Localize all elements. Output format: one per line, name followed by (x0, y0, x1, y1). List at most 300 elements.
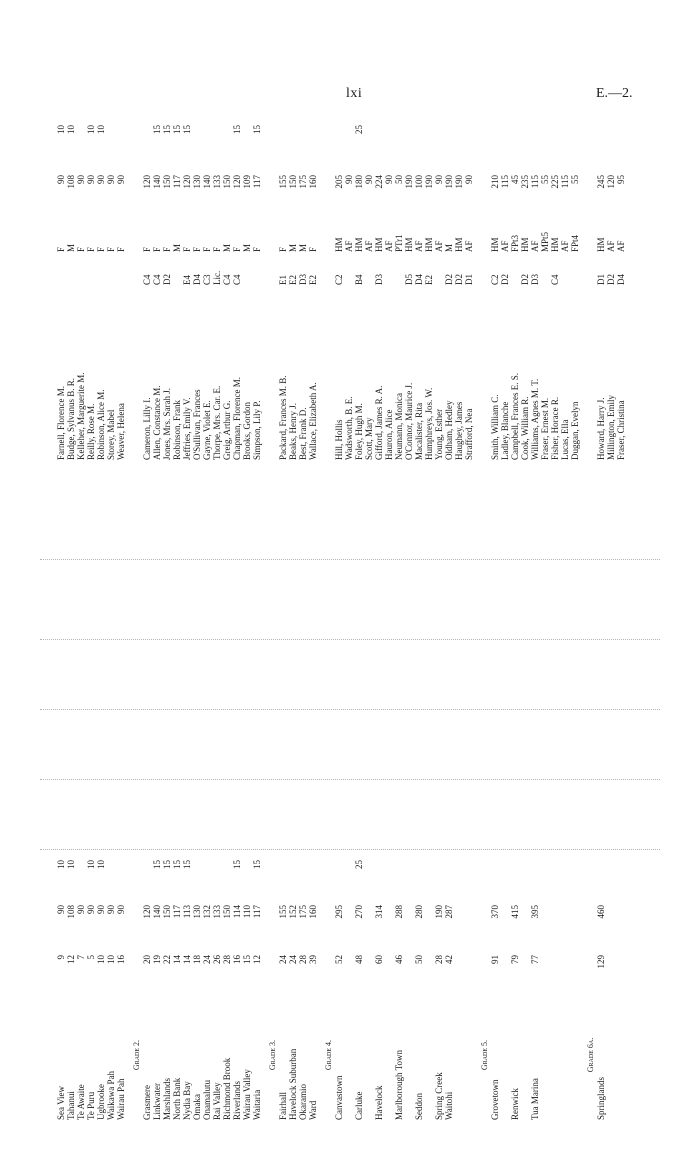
school-name: Nydia Bay (182, 1081, 192, 1120)
staff-position: HM (404, 237, 414, 252)
attendance-value: 52 (334, 955, 344, 964)
school-allowance-value (560, 860, 570, 895)
staff-name: Williams, Agnes M. T. (530, 378, 540, 460)
attendance-value: 39 (308, 955, 318, 964)
staff-position: F (116, 246, 126, 252)
school-salary-value (364, 905, 374, 945)
school-salary-value: 190 (434, 905, 444, 919)
grade-spacer (132, 290, 142, 460)
school-name: Canvastown (334, 1075, 344, 1120)
staff-lodging-value (384, 125, 394, 170)
staff-classification: Lic. (212, 270, 222, 285)
school-salary-value (454, 905, 464, 945)
staff-classification: C4 (550, 274, 560, 285)
staff-position: HM (334, 237, 344, 252)
staff-lodging-value (606, 125, 616, 170)
attendance-value (540, 955, 550, 985)
staff-salary-value: 210 (490, 175, 500, 189)
school-allowance-value (334, 860, 344, 895)
staff-lodging-value (464, 125, 474, 170)
staff-name: Lucas, Ella (560, 419, 570, 460)
school-salary-value (404, 905, 414, 945)
staff-salary-value: 115 (500, 175, 510, 189)
series-code: E.—2. (596, 86, 633, 101)
staff-classification (172, 255, 182, 285)
attendance-value: 50 (414, 955, 424, 964)
school-salary-value (384, 905, 394, 945)
attendance-value (344, 955, 354, 985)
staff-classification: D3 (298, 274, 308, 285)
attendance-value: 46 (394, 955, 404, 964)
grade-spacer (132, 860, 142, 895)
school-name: Rai Valley (212, 1082, 222, 1120)
school-salary-value: 314 (374, 905, 384, 919)
staff-position: HM (550, 237, 560, 252)
staff-classification: E4 (182, 275, 192, 285)
grade-spacer (132, 125, 142, 170)
staff-lodging-value (298, 125, 308, 170)
school-allowance-value: 15 (232, 860, 242, 869)
column-divider (40, 559, 660, 560)
staff-classification (116, 255, 126, 285)
grade-spacer (46, 255, 56, 285)
staff-lodging-value (334, 125, 344, 170)
school-salary-value (606, 905, 616, 945)
staff-lodging-value (116, 125, 126, 170)
school-salary-value (616, 905, 626, 945)
school-allowance-value (192, 860, 202, 895)
staff-lodging-value (530, 125, 540, 170)
staff-classification: C4 (232, 274, 242, 285)
staff-salary-value: 150 (162, 175, 172, 189)
school-name: Spring Creek (434, 1072, 444, 1120)
staff-lodging-value: 15 (182, 125, 192, 134)
school-name: Marlborough Town (394, 1050, 404, 1120)
grade-spacer (586, 860, 596, 895)
grade-heading: Grade 3. (268, 1039, 277, 1071)
attendance-value: 14 (182, 955, 192, 964)
staff-classification (66, 255, 76, 285)
staff-name: Jones, Mrs. Sarah J. (162, 388, 172, 460)
school-salary-value: 113 (182, 905, 192, 919)
staff-lodging-value (344, 125, 354, 170)
attendance-value: 20 (142, 955, 152, 964)
grade-spacer (480, 255, 490, 285)
school-name: Riverlands (232, 1081, 242, 1120)
staff-salary-value: 235 (520, 175, 530, 189)
staff-classification (106, 255, 116, 285)
staff-name: O'Sullivan, Frances (192, 389, 202, 460)
staff-position: AF (384, 240, 394, 252)
school-salary-value: 295 (334, 905, 344, 919)
grade-spacer (480, 290, 490, 460)
staff-name: Greig, Arthur G. (222, 400, 232, 460)
staff-classification: D3 (374, 274, 384, 285)
school-allowance-value (570, 860, 580, 895)
attendance-value: 77 (530, 955, 540, 964)
grade-spacer (268, 255, 278, 285)
staff-salary-value: 140 (152, 175, 162, 189)
staff-position: HM (354, 237, 364, 252)
staff-name: Simpson, Lily P. (252, 400, 262, 460)
staff-salary-value: 160 (308, 175, 318, 189)
staff-salary-value: 90 (344, 175, 354, 184)
classification-column (40, 255, 626, 285)
school-name (344, 990, 354, 1120)
attendance-value: 60 (374, 955, 384, 964)
grade-spacer (46, 905, 56, 945)
school-salary-value: 150 (162, 905, 172, 919)
school-name: Ward (308, 1100, 318, 1120)
school-allowance-value (344, 860, 354, 895)
staff-salary-value: 90 (56, 175, 66, 184)
staff-salary-value: 190 (424, 175, 434, 189)
school-salary-value: 133 (212, 905, 222, 919)
school-salary-value: 132 (202, 905, 212, 919)
grade-spacer (132, 905, 142, 945)
attendance-value (520, 955, 530, 985)
grade-spacer (324, 222, 334, 252)
staff-classification (56, 255, 66, 285)
staff-salary-value: 245 (596, 175, 606, 189)
staff-name: Gayne, Violet E. (202, 400, 212, 460)
school-name: Waitohi (444, 1091, 454, 1120)
staff-position: M (288, 243, 298, 252)
grade-spacer (268, 222, 278, 252)
school-allowance-value (490, 860, 500, 895)
grade-spacer (480, 955, 490, 985)
staff-lodging-value (278, 125, 288, 170)
staff-salary-value: 205 (334, 175, 344, 189)
grade-heading: Grade 4. (324, 1039, 333, 1071)
school-allowance-value (106, 860, 116, 895)
attendance-value: 24 (278, 955, 288, 964)
staff-name: Campbell, Frances E. S. (510, 373, 520, 460)
grade-spacer (132, 222, 142, 252)
staff-name: Wadsworth, B. E. (344, 396, 354, 460)
staff-position: HM (374, 237, 384, 252)
school-name: Grasmere (142, 1085, 152, 1120)
school-salary-value: 287 (444, 905, 454, 919)
staff-position: F (182, 246, 192, 252)
school-salary-value: 90 (56, 905, 66, 914)
staff-name: Macalister, Rita (414, 402, 424, 460)
column-divider (40, 849, 660, 850)
school-salary-value (424, 905, 434, 945)
school-salary-value: 90 (86, 905, 96, 914)
staff-position: AF (464, 240, 474, 252)
staff-name: Thorpe, Mrs. Car. E. (212, 385, 222, 460)
staff-classification: E1 (278, 275, 288, 285)
attendance-value: 16 (116, 955, 126, 964)
school-name: Okaramio (298, 1084, 308, 1120)
staff-lodging-value (364, 125, 374, 170)
attendance-value (454, 955, 464, 985)
school-salary-value: 370 (490, 905, 500, 919)
staff-classification: D5 (404, 274, 414, 285)
school-allowance-value (424, 860, 434, 895)
staff-classification: C4 (222, 274, 232, 285)
staff-name: Young, Esther (434, 408, 444, 460)
school-name: Carluke (354, 1091, 364, 1120)
attendance-value: 14 (172, 955, 182, 964)
staff-position: F (162, 246, 172, 252)
staff-classification: D3 (530, 274, 540, 285)
school-name: Springlands (596, 1076, 606, 1120)
staff-classification: C2 (334, 274, 344, 285)
school-allowance-value (278, 860, 288, 895)
staff-lodging-value: 15 (232, 125, 242, 134)
school-name: Richmond Brook (222, 1057, 232, 1120)
school-name: Seddon (414, 1093, 424, 1120)
staff-salary-value: 133 (212, 175, 222, 189)
school-name (606, 990, 616, 1120)
school-name (464, 990, 474, 1120)
staff-position: F (232, 246, 242, 252)
staff-name: Allen, Constance M. (152, 385, 162, 460)
staff-salary-value: 50 (394, 175, 404, 184)
staff-classification (242, 255, 252, 285)
school-salary-value (570, 905, 580, 945)
school-allowance-value (242, 860, 252, 895)
salary-column (40, 905, 626, 945)
grade-spacer (268, 905, 278, 945)
staff-salary-value: 190 (404, 175, 414, 189)
grade-spacer (268, 955, 278, 985)
school-allowance-value (606, 860, 616, 895)
school-allowance-value: 15 (152, 860, 162, 869)
school-name: Renwick (510, 1088, 520, 1120)
school-allowance-value: 10 (56, 860, 66, 869)
staff-salary-value: 120 (606, 175, 616, 189)
staff-classification (510, 255, 520, 285)
grade-spacer (480, 222, 490, 252)
school-allowance-value (308, 860, 318, 895)
staff-name: Howard, Harry J. (596, 397, 606, 460)
school-allowance-value (212, 860, 222, 895)
staff-name: Humphreys, Jos. W. (424, 387, 434, 460)
school-allowance-value (540, 860, 550, 895)
rotated-salary-table (40, 120, 660, 1120)
grade-spacer (480, 175, 490, 215)
grade-heading: Grade 5. (480, 1039, 489, 1071)
staff-salary-value: 175 (298, 175, 308, 189)
attendance-value: 12 (252, 955, 262, 964)
attendance-value: 9 (56, 955, 66, 960)
school-allowance-value (298, 860, 308, 895)
school-allowance-value (444, 860, 454, 895)
staff-position: AF (344, 240, 354, 252)
school-allowance-value (414, 860, 424, 895)
staff-name: Robinson, Frank (172, 399, 182, 460)
staff-salary-value: 108 (66, 175, 76, 189)
staff-salary-value: 155 (278, 175, 288, 189)
staff-salary-value: 115 (560, 175, 570, 189)
staff-lodging-value: 10 (96, 125, 106, 134)
school-name: Te Puru (86, 1091, 96, 1120)
staff-salary-value: 90 (434, 175, 444, 184)
staff-position: F (86, 246, 96, 252)
staff-position: MPt5 (540, 231, 550, 252)
grade-spacer (324, 955, 334, 985)
school-name: Waikawa Pah (106, 1070, 116, 1120)
school-salary-value: 117 (172, 905, 182, 919)
staff-position: HM (520, 237, 530, 252)
attendance-value: 91 (490, 955, 500, 964)
staff-position: AF (500, 240, 510, 252)
staff-position: M (242, 243, 252, 252)
staff-lodging-value (308, 125, 318, 170)
allowance-column (40, 860, 626, 895)
staff-position: HM (490, 237, 500, 252)
school-salary-value (520, 905, 530, 945)
staff-lodging-value (242, 125, 252, 170)
grade-spacer (268, 125, 278, 170)
staff-salary-value: 55 (540, 175, 550, 184)
school-name (404, 990, 414, 1120)
staff-name: Chapman, Florence M. (232, 377, 242, 460)
school-name (454, 990, 464, 1120)
staff-salary-value: 117 (172, 175, 182, 189)
staff-position: PTr1 (394, 234, 404, 252)
column-divider (40, 639, 660, 640)
staff-position: F (212, 246, 222, 252)
staff-position: M (444, 243, 454, 252)
staff-classification: C4 (142, 274, 152, 285)
attendance-value: 28 (222, 955, 232, 964)
staff-position: AF (530, 240, 540, 252)
grade-spacer (324, 175, 334, 215)
attendance-value: 48 (354, 955, 364, 964)
staff-classification: D4 (414, 274, 424, 285)
staff-classification: D2 (606, 274, 616, 285)
grade-spacer (132, 175, 142, 215)
staff-salary-value: 140 (202, 175, 212, 189)
staff-lodging-value: 10 (56, 125, 66, 134)
grade-spacer (268, 860, 278, 895)
grade-spacer (46, 125, 56, 170)
attendance-value (616, 955, 626, 985)
school-name: Grovetown (490, 1079, 500, 1120)
school-allowance-value (116, 860, 126, 895)
school-allowance-value (530, 860, 540, 895)
staff-classification: D2 (444, 274, 454, 285)
school-salary-value (500, 905, 510, 945)
school-allowance-value: 15 (182, 860, 192, 869)
staff-lodging-value (414, 125, 424, 170)
staff-name: Foley, Hugh M. (354, 403, 364, 460)
attendance-value (550, 955, 560, 985)
staff-position: F (202, 246, 212, 252)
school-salary-value: 460 (596, 905, 606, 919)
school-name: Omaka (192, 1094, 202, 1120)
staff-salary-value: 224 (374, 175, 384, 189)
attendance-value: 26 (212, 955, 222, 964)
staff-lodging-value: 15 (162, 125, 172, 134)
school-name (616, 990, 626, 1120)
staff-classification (344, 255, 354, 285)
staff-name: Ladley, Blanche (500, 401, 510, 460)
school-name: Linkwater (152, 1083, 162, 1120)
staff-classification: C2 (490, 274, 500, 285)
staff-classification: D1 (596, 274, 606, 285)
school-name: Fairhall (278, 1092, 288, 1120)
grade-heading: Grade 6a. (586, 1037, 595, 1073)
school-salary-value: 108 (66, 905, 76, 919)
staff-name: Fraser, Christina (616, 400, 626, 460)
staff-classification: C4 (152, 274, 162, 285)
staff-salary-value: 109 (242, 175, 252, 189)
staff-classification (252, 255, 262, 285)
staff-salary-value: 90 (106, 175, 116, 184)
staff-name: Fisher, Horace R. (550, 396, 560, 460)
staff-classification (560, 255, 570, 285)
grade-heading: Grade 2. (132, 1039, 141, 1071)
grade-spacer (586, 905, 596, 945)
staff-salary-value: 120 (182, 175, 192, 189)
staff-lodging-value: 15 (172, 125, 182, 134)
school-allowance-value (384, 860, 394, 895)
grade-spacer (586, 955, 596, 985)
staff-name: Farnell, Florence M. (56, 386, 66, 460)
staff-salary-value: 90 (364, 175, 374, 184)
staff-lodging-value (142, 125, 152, 170)
staff-name: Storey, Mabel (106, 409, 116, 460)
school-allowance-value: 15 (162, 860, 172, 869)
staff-name: Oldham, Hedley (444, 400, 454, 460)
school-allowance-value (374, 860, 384, 895)
school-allowance-value (364, 860, 374, 895)
staff-lodging-value (520, 125, 530, 170)
staff-classification (96, 255, 106, 285)
staff-position: M (172, 243, 182, 252)
attendance-value (364, 955, 374, 985)
column-divider (40, 779, 660, 780)
staff-position: F (252, 246, 262, 252)
school-allowance-value (76, 860, 86, 895)
lodging-column (40, 125, 626, 170)
staff-classification (364, 255, 374, 285)
school-salary-value: 160 (308, 905, 318, 919)
attendance-value: 10 (106, 955, 116, 964)
attendance-value: 15 (242, 955, 252, 964)
staff-position: HM (454, 237, 464, 252)
staff-lodging-value: 25 (354, 125, 364, 134)
school-allowance-value (404, 860, 414, 895)
grade-spacer (268, 290, 278, 460)
staff-position: F (106, 246, 116, 252)
staff-classification: D1 (464, 274, 474, 285)
staff-salary-value: 100 (414, 175, 424, 189)
staff-classification: D4 (192, 274, 202, 285)
staff-name: Millington, Emily (606, 394, 616, 460)
staff-salary-value: 90 (116, 175, 126, 184)
staff-classification (570, 255, 580, 285)
staff-lodging-value (106, 125, 116, 170)
staff-salary-value: 90 (96, 175, 106, 184)
staff-lodging-value (490, 125, 500, 170)
staff-lodging-value (596, 125, 606, 170)
staff-position: AF (414, 240, 424, 252)
school-allowance-value: 10 (96, 860, 106, 869)
staff-lodging-value (550, 125, 560, 170)
school-allowance-value (464, 860, 474, 895)
school-salary-value: 110 (242, 905, 252, 919)
school-salary-value: 155 (278, 905, 288, 919)
school-name: Wairau Valley (242, 1069, 252, 1120)
grade-spacer (46, 290, 56, 460)
attendance-value: 7 (76, 955, 86, 960)
